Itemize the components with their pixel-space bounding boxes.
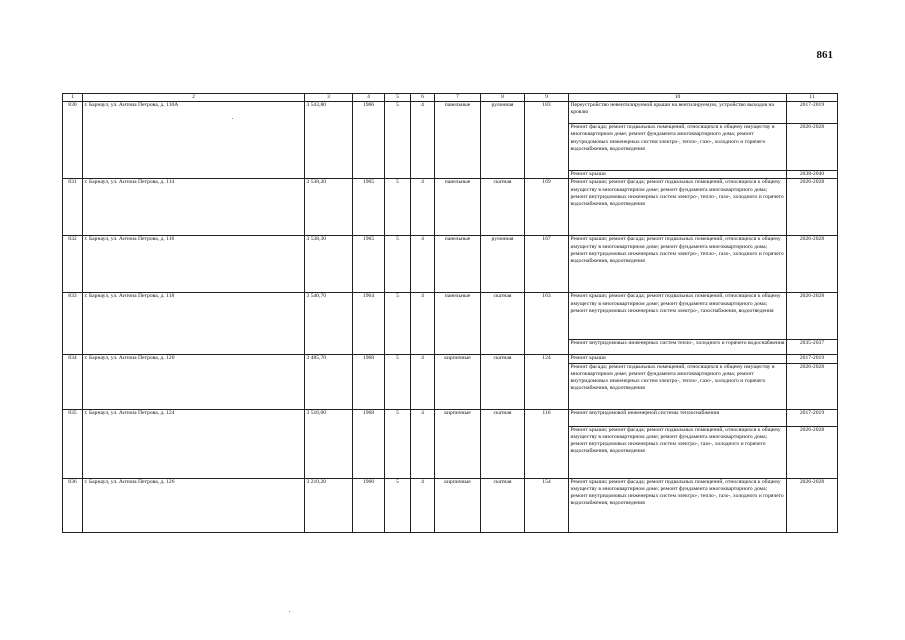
building-area: 3 543,80 bbox=[305, 102, 353, 179]
repair-period: 2026-2028 bbox=[787, 179, 838, 236]
building-wall-material: панельные bbox=[435, 102, 481, 179]
building-floors: 5 bbox=[385, 409, 411, 478]
building-roof-type: скатная bbox=[481, 478, 525, 532]
building-year: 1965 bbox=[353, 236, 385, 293]
building-area: 3 485,70 bbox=[305, 355, 353, 409]
column-header: 5 bbox=[385, 94, 411, 102]
column-header: 10 bbox=[569, 94, 787, 102]
building-entrances: 4 bbox=[411, 102, 435, 179]
building-floors: 5 bbox=[385, 236, 411, 293]
repair-period: 2038-2040 bbox=[787, 171, 838, 179]
building-number: 833 bbox=[63, 293, 83, 355]
page-number: 861 bbox=[816, 49, 833, 61]
repair-work-description: Ремонт фасада; ремонт подвальных помещений, относящихся к общему имуществу в многоквартирном доме; ремонт фундамента многоквартирного дома; ремонт внутридомовых инженерных систем электро-, тепло-, газо-, холодного и горячего водоснабжения, водоотведения bbox=[569, 363, 787, 409]
repair-period: 2026-2028 bbox=[787, 236, 838, 293]
scan-speck bbox=[232, 118, 233, 119]
building-address: г. Барнаул, ул. Антона Петрова, д. 116 bbox=[83, 236, 305, 293]
building-number: 835 bbox=[63, 409, 83, 478]
building-year: 1964 bbox=[353, 293, 385, 355]
building-wall-material: кирпичные bbox=[435, 355, 481, 409]
repair-work-description: Ремонт внутридомовой инженерной системы теплоснабжения bbox=[569, 409, 787, 426]
table-row bbox=[63, 179, 838, 236]
building-wall-material: панельные bbox=[435, 293, 481, 355]
building-address: г. Барнаул, ул. Антона Петрова, д. 120 bbox=[83, 355, 305, 409]
building-number: 831 bbox=[63, 179, 83, 236]
table-row bbox=[63, 102, 838, 124]
column-header: 4 bbox=[353, 94, 385, 102]
repair-period: 2017-2019 bbox=[787, 102, 838, 124]
building-number: 830 bbox=[63, 102, 83, 179]
scan-speck bbox=[289, 611, 290, 612]
building-roof-type: скатная bbox=[481, 355, 525, 409]
building-residents: 124 bbox=[525, 355, 569, 409]
building-year: 1968 bbox=[353, 409, 385, 478]
building-roof-type: скатная bbox=[481, 179, 525, 236]
repair-work-description: Ремонт крыши bbox=[569, 171, 787, 179]
column-header: 7 bbox=[435, 94, 481, 102]
repair-work-description: Ремонт крыши; ремонт фасада; ремонт подвальных помещений, относящихся к общему имуществу в многоквартирном доме; ремонт фундамента многоквартирного дома; ремонт внутридомовых инженерных систем электро-, тепло-, газо-, холодного и горячего водоснабжения, водоотведения bbox=[569, 236, 787, 293]
building-wall-material: панельные bbox=[435, 179, 481, 236]
building-roof-type: скатная bbox=[481, 293, 525, 355]
building-wall-material: кирпичные bbox=[435, 478, 481, 532]
building-number: 832 bbox=[63, 236, 83, 293]
building-year: 1966 bbox=[353, 478, 385, 532]
building-residents: 169 bbox=[525, 179, 569, 236]
building-area: 3 538,20 bbox=[305, 179, 353, 236]
building-area: 3 540,70 bbox=[305, 293, 353, 355]
building-residents: 116 bbox=[525, 409, 569, 478]
repair-period: 2026-2028 bbox=[787, 124, 838, 171]
column-header: 6 bbox=[411, 94, 435, 102]
column-header: 1 bbox=[63, 94, 83, 102]
column-header: 2 bbox=[83, 94, 305, 102]
repair-work-description: Ремонт внутридомовых инженерных систем тепло-, холодного и горячего водоснабжения bbox=[569, 340, 787, 355]
building-number: 836 bbox=[63, 478, 83, 532]
building-year: 1968 bbox=[353, 355, 385, 409]
building-area: 3 516,00 bbox=[305, 409, 353, 478]
building-entrances: 4 bbox=[411, 478, 435, 532]
repair-work-description: Переустройство невентилируемой крыши на вентилируемую, устройство выходов на кровлю bbox=[569, 102, 787, 124]
building-entrances: 4 bbox=[411, 409, 435, 478]
building-entrances: 4 bbox=[411, 236, 435, 293]
repair-period: 2026-2028 bbox=[787, 293, 838, 340]
table-row bbox=[63, 355, 838, 363]
table-row bbox=[63, 409, 838, 426]
building-wall-material: кирпичные bbox=[435, 409, 481, 478]
repair-work-description: Ремонт фасада; ремонт подвальных помещений, относящихся к общему имуществу в многоквартирном доме; ремонт фундамента многоквартирного дома; ремонт внутридомовых инженерных систем электро-, тепло-, газо-, холодного и горячего водоснабжения, водоотведения bbox=[569, 124, 787, 171]
column-header: 8 bbox=[481, 94, 525, 102]
building-address: г. Барнаул, ул. Антона Петрова, д. 118 bbox=[83, 293, 305, 355]
repair-period: 2017-2019 bbox=[787, 409, 838, 426]
building-wall-material: панельные bbox=[435, 236, 481, 293]
column-header: 3 bbox=[305, 94, 353, 102]
building-area: 3 538,30 bbox=[305, 236, 353, 293]
building-area: 3 210,20 bbox=[305, 478, 353, 532]
repair-work-description: Ремонт крыши; ремонт фасада; ремонт подвальных помещений, относящихся к общему имуществу в многоквартирном доме; ремонт фундамента многоквартирного дома; ремонт внутридомовых инженерных систем электро-, тепло-, газо-, холодного и горячего водоснабжения, водоотведения bbox=[569, 179, 787, 236]
building-address: г. Барнаул, ул. Антона Петрова, д. 126 bbox=[83, 478, 305, 532]
column-header: 9 bbox=[525, 94, 569, 102]
building-roof-type: рулонная bbox=[481, 102, 525, 179]
repair-work-description: Ремонт крыши bbox=[569, 355, 787, 363]
building-residents: 167 bbox=[525, 236, 569, 293]
repair-period: 2026-2028 bbox=[787, 426, 838, 478]
building-floors: 5 bbox=[385, 102, 411, 179]
building-repair-table bbox=[62, 93, 838, 533]
building-residents: 154 bbox=[525, 478, 569, 532]
table-row bbox=[63, 236, 838, 293]
repair-work-description: Ремонт крыши; ремонт фасада; ремонт подвальных помещений, относящихся к общему имуществу в многоквартирном доме; ремонт фундамента многоквартирного дома; ремонт внутридомовых инженерных систем электро-, газо-, холодного и горячего водоснабжения, водоотведения bbox=[569, 426, 787, 478]
building-roof-type: скатная bbox=[481, 409, 525, 478]
repair-work-description: Ремонт крыши; ремонт фасада; ремонт подвальных помещений, относящихся к общему имуществу в многоквартирном доме; ремонт фундамента многоквартирного дома; ремонт внутридомовых инженерных систем электро-, тепло-, газо-, холодного и горячего водоснабжения, водоотведения bbox=[569, 478, 787, 532]
building-entrances: 4 bbox=[411, 179, 435, 236]
building-residents: 183 bbox=[525, 102, 569, 179]
building-entrances: 4 bbox=[411, 355, 435, 409]
building-address: г. Барнаул, ул. Антона Петрова, д. 110А bbox=[83, 102, 305, 179]
building-floors: 5 bbox=[385, 478, 411, 532]
repair-period: 2017-2019 bbox=[787, 355, 838, 363]
building-floors: 5 bbox=[385, 179, 411, 236]
repair-period: 2026-2028 bbox=[787, 478, 838, 532]
column-header: 11 bbox=[787, 94, 838, 102]
building-entrances: 4 bbox=[411, 293, 435, 355]
repair-work-description: Ремонт крыши; ремонт фасада; ремонт подвальных помещений, относящихся к общему имуществу в многоквартирном доме; ремонт фундамента многоквартирного дома; ремонт внутридомовых инженерных систем электро-, газоснабжения, водоотведения bbox=[569, 293, 787, 340]
building-roof-type: рулонная bbox=[481, 236, 525, 293]
repair-period: 2026-2028 bbox=[787, 363, 838, 409]
building-address: г. Барнаул, ул. Антона Петрова, д. 124 bbox=[83, 409, 305, 478]
building-address: г. Барнаул, ул. Антона Петрова, д. 114 bbox=[83, 179, 305, 236]
table-row bbox=[63, 293, 838, 340]
building-year: 1965 bbox=[353, 179, 385, 236]
building-number: 834 bbox=[63, 355, 83, 409]
table-row bbox=[63, 478, 838, 532]
building-year: 1966 bbox=[353, 102, 385, 179]
column-number-header bbox=[63, 94, 838, 102]
building-floors: 5 bbox=[385, 293, 411, 355]
building-residents: 163 bbox=[525, 293, 569, 355]
building-floors: 5 bbox=[385, 355, 411, 409]
repair-period: 2035-2037 bbox=[787, 340, 838, 355]
